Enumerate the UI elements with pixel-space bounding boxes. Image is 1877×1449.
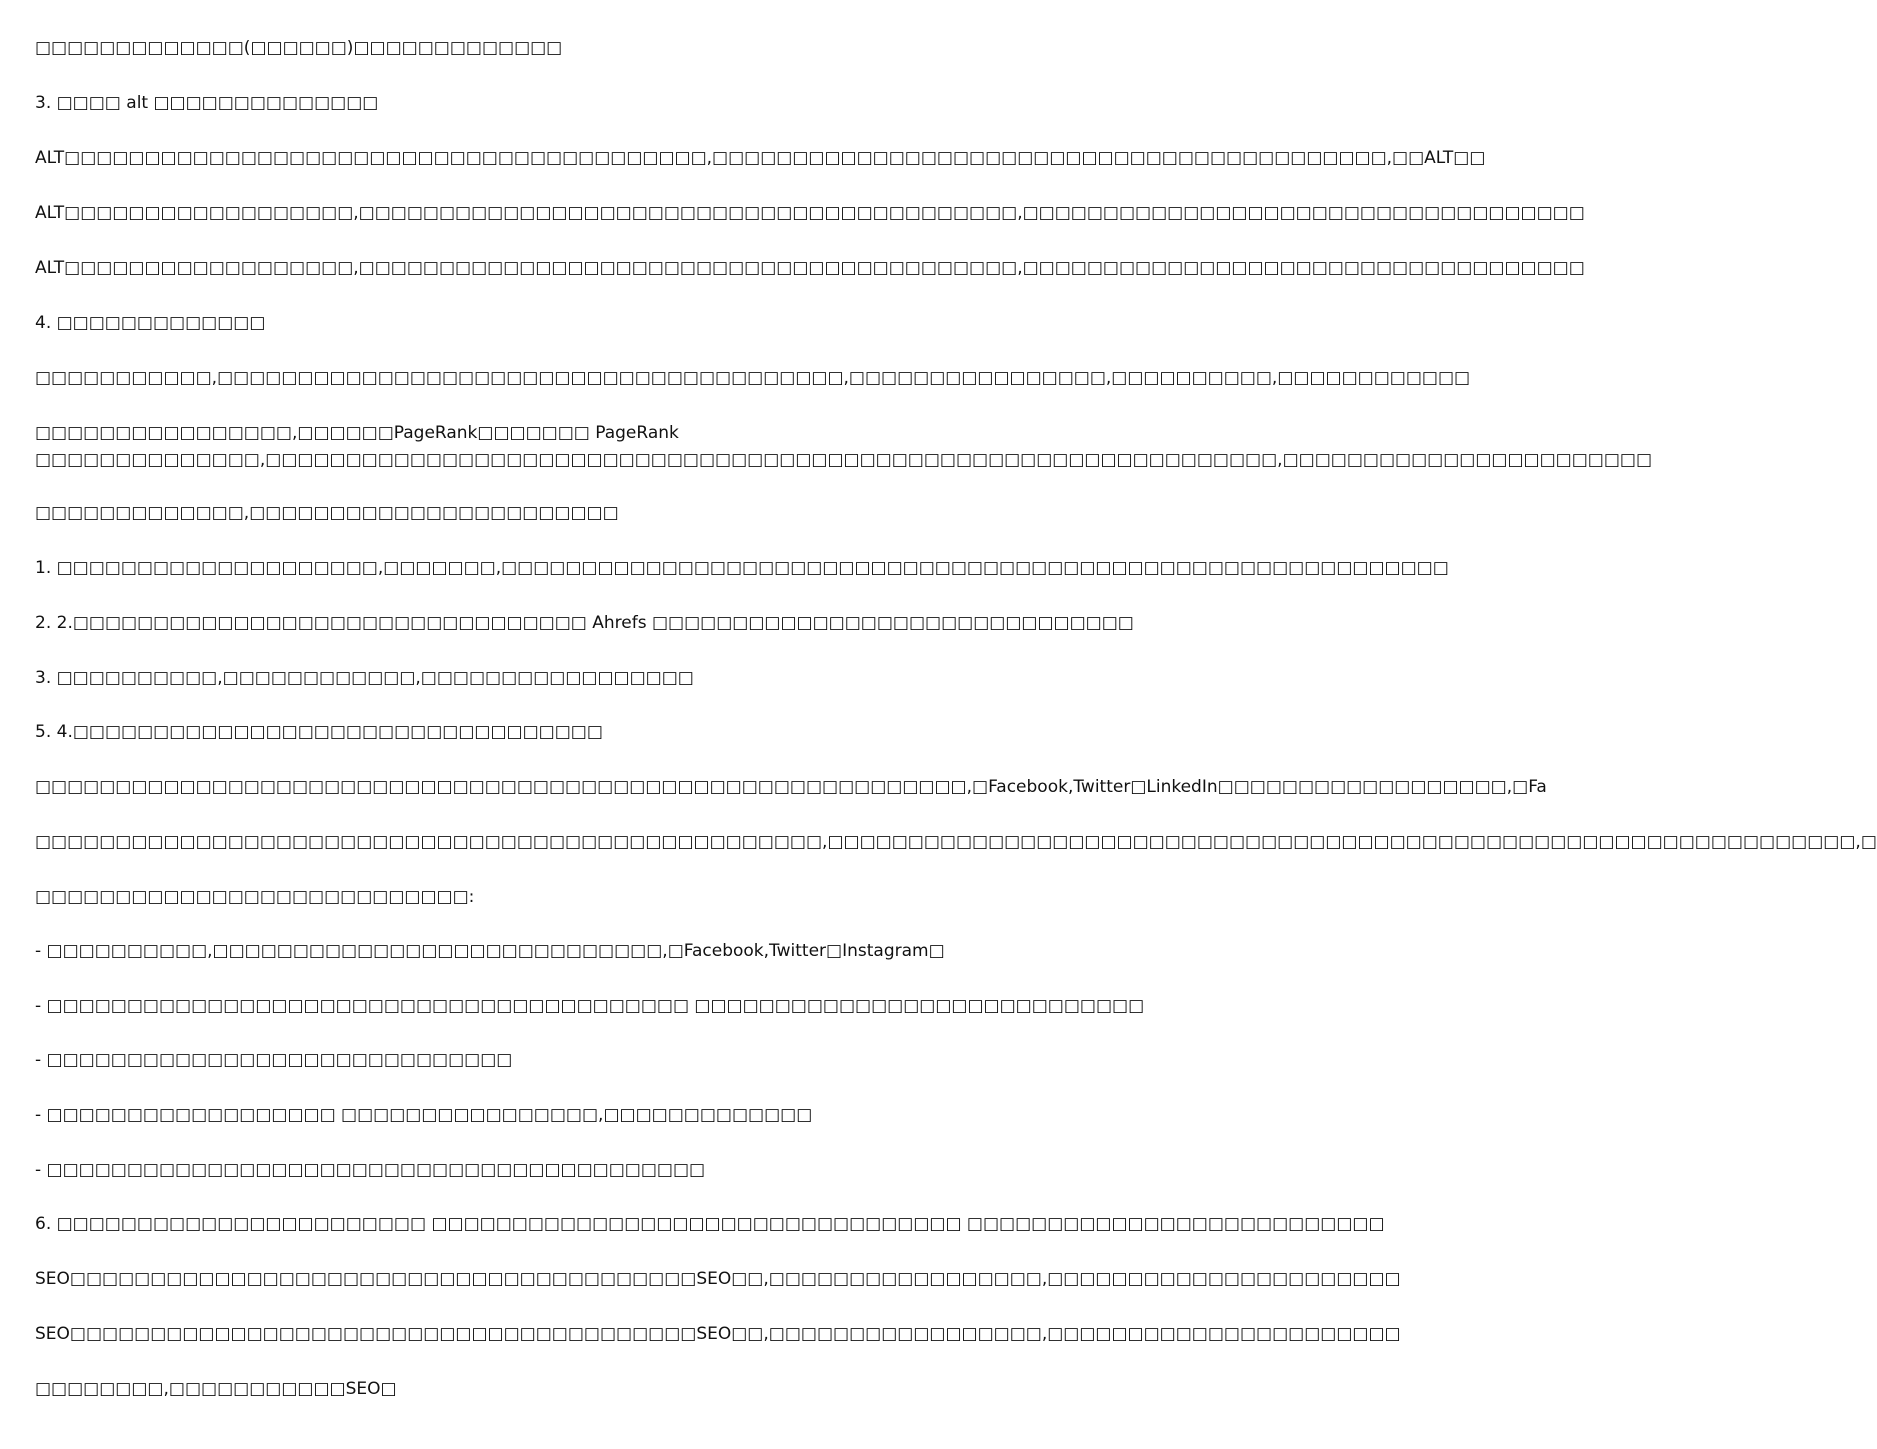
- paragraph-line: □□□□□□□□□□□□□□□□,□□□□□□PageRank□□□□□□□ PageRank: [35, 423, 679, 443]
- paragraph-line: □□□□□□□□□□□□□□□□□□□□□□□□□□□□□□□□□□□□□□□□□□□□□□□□□,□□□□□□□□□□□□□□□□□□□□□□□□□□□□□□□□□□□□□□□□□□□□□□□□□□□□□□□□□□□□□□□□,□: [35, 832, 1877, 852]
- heading-line: 6. □□□□□□□□□□□□□□□□□□□□□□□ □□□□□□□□□□□□□□□□□□□□□□□□□□□□□□□□□ □□□□□□□□□□□□□□□□□□□□□□□□□□: [35, 1214, 1385, 1234]
- heading-line: 4. □□□□□□□□□□□□□: [35, 313, 266, 333]
- list-item: 2. 2.□□□□□□□□□□□□□□□□□□□□□□□□□□□□□□□□ Ahrefs □□□□□□□□□□□□□□□□□□□□□□□□□□□□□□: [35, 613, 1134, 633]
- list-item: 3. □□□□□□□□□□,□□□□□□□□□□□□,□□□□□□□□□□□□□□□□□: [35, 668, 694, 688]
- paragraph-line: ALT□□□□□□□□□□□□□□□□□□,□□□□□□□□□□□□□□□□□□□□□□□□□□□□□□□□□□□□□□□□□,□□□□□□□□□□□□□□□□□□□□□□□□□□□□□□□□□□□: [35, 258, 1585, 278]
- paragraph-line: □□□□□□□□□□□□□(□□□□□□)□□□□□□□□□□□□□: [35, 38, 563, 58]
- paragraph-line: □□□□□□□□□□□□□,□□□□□□□□□□□□□□□□□□□□□□□: [35, 503, 619, 523]
- bullet-item: - □□□□□□□□□□□□□□□□□□□□□□□□□□□□□□□□□□□□□□□□ □□□□□□□□□□□□□□□□□□□□□□□□□□□□: [35, 996, 1145, 1016]
- paragraph-line: ALT□□□□□□□□□□□□□□□□□□,□□□□□□□□□□□□□□□□□□□□□□□□□□□□□□□□□□□□□□□□□,□□□□□□□□□□□□□□□□□□□□□□□□□□□□□□□□□□□: [35, 203, 1585, 223]
- bullet-item: - □□□□□□□□□□□□□□□□□□□□□□□□□□□□□: [35, 1050, 513, 1070]
- paragraph-line: SEO□□□□□□□□□□□□□□□□□□□□□□□□□□□□□□□□□□□□□□□SEO□□,□□□□□□□□□□□□□□□□□,□□□□□□□□□□□□□□□□□□□□□□: [35, 1269, 1401, 1289]
- document-body: [35, 0, 1877, 1449]
- paragraph-line: □□□□□□□□□□□□□□,□□□□□□□□□□□□□□□□□□□□□□□□□□□□□□□□□□□□□□□□□□□□□□□□□□□□□□□□□□□□□□□,□□□□□□□□□□□□□□□□□□□□□□□: [35, 450, 1653, 470]
- paragraph-line: □□□□□□□□,□□□□□□□□□□□SEO□: [35, 1379, 397, 1399]
- heading-line: 5. 4.□□□□□□□□□□□□□□□□□□□□□□□□□□□□□□□□□: [35, 722, 603, 742]
- heading-line: 3. □□□□ alt □□□□□□□□□□□□□□: [35, 93, 379, 113]
- paragraph-line: □□□□□□□□□□□□□□□□□□□□□□□□□□□□□□□□□□□□□□□□□□□□□□□□□□□□□□□□□□,□Facebook,Twitter□LinkedIn□□□□□□□□□□□□□□□□□□,□Fa: [35, 777, 1547, 797]
- bullet-item: - □□□□□□□□□□,□□□□□□□□□□□□□□□□□□□□□□□□□□□□,□Facebook,Twitter□Instagram□: [35, 941, 945, 961]
- bullet-item: - □□□□□□□□□□□□□□□□□□ □□□□□□□□□□□□□□□□,□□□□□□□□□□□□□: [35, 1105, 813, 1125]
- paragraph-line: □□□□□□□□□□□□□□□□□□□□□□□□□□□:: [35, 887, 475, 907]
- bullet-item: - □□□□□□□□□□□□□□□□□□□□□□□□□□□□□□□□□□□□□□□□□: [35, 1160, 706, 1180]
- list-item: 1. □□□□□□□□□□□□□□□□□□□□,□□□□□□□,□□□□□□□□□□□□□□□□□□□□□□□□□□□□□□□□□□□□□□□□□□□□□□□□□□□□□□□□□□□: [35, 558, 1449, 578]
- paragraph-line: ALT□□□□□□□□□□□□□□□□□□□□□□□□□□□□□□□□□□□□□□□□,□□□□□□□□□□□□□□□□□□□□□□□□□□□□□□□□□□□□□□□□□□,□□ALT□□: [35, 148, 1486, 168]
- paragraph-line: SEO□□□□□□□□□□□□□□□□□□□□□□□□□□□□□□□□□□□□□□□SEO□□,□□□□□□□□□□□□□□□□□,□□□□□□□□□□□□□□□□□□□□□□: [35, 1324, 1401, 1344]
- paragraph-line: □□□□□□□□□□□,□□□□□□□□□□□□□□□□□□□□□□□□□□□□□□□□□□□□□□□,□□□□□□□□□□□□□□□□,□□□□□□□□□□,□□□□□□□□□□□□: [35, 368, 1471, 388]
